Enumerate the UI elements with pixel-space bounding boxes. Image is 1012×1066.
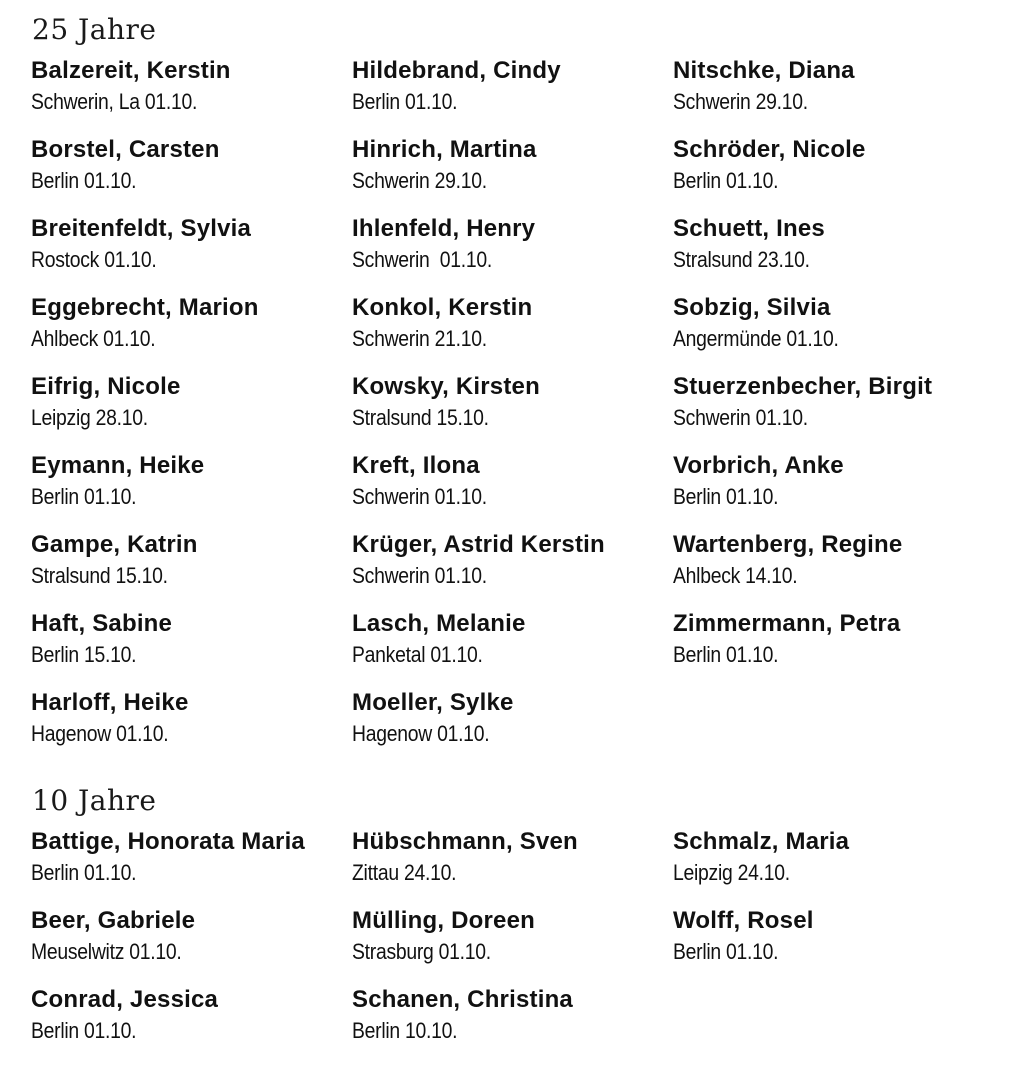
list-item xyxy=(352,372,672,451)
location-date: Berlin 01.10. xyxy=(31,168,137,193)
person-name: Eifrig, Nicole xyxy=(31,373,181,400)
entries-column xyxy=(352,827,672,1064)
person-name: Zimmermann, Petra xyxy=(673,610,901,637)
person-name: Mülling, Doreen xyxy=(352,907,535,934)
person-name: Stuerzenbecher, Birgit xyxy=(673,373,933,400)
person-name: Kreft, Ilona xyxy=(352,452,480,479)
entries-column xyxy=(31,827,351,1064)
person-name: Hildebrand, Cindy xyxy=(352,57,561,84)
person-name: Schröder, Nicole xyxy=(673,136,866,163)
list-item xyxy=(352,906,672,985)
list-item xyxy=(673,451,993,530)
list-item xyxy=(352,214,672,293)
list-item xyxy=(31,827,351,906)
location-date: Berlin 01.10. xyxy=(31,1018,137,1043)
person-name: Nitschke, Diana xyxy=(673,57,855,84)
location-date: Stralsund 15.10. xyxy=(352,405,489,430)
location-date: Hagenow 01.10. xyxy=(31,721,169,746)
location-date: Strasburg 01.10. xyxy=(352,939,491,964)
list-item xyxy=(673,372,993,451)
list-item xyxy=(352,451,672,530)
location-date: Berlin 01.10. xyxy=(673,484,779,509)
list-item xyxy=(673,214,993,293)
person-name: Hübschmann, Sven xyxy=(352,828,578,855)
location-date: Stralsund 15.10. xyxy=(31,563,168,588)
location-date: Berlin 01.10. xyxy=(673,939,779,964)
person-name: Krüger, Astrid Kerstin xyxy=(352,531,605,558)
list-item xyxy=(31,906,351,985)
location-date: Schwerin 01.10. xyxy=(673,405,808,430)
location-date: Hagenow 01.10. xyxy=(352,721,490,746)
person-name: Conrad, Jessica xyxy=(31,986,219,1013)
person-name: Haft, Sabine xyxy=(31,610,173,637)
person-name: Eggebrecht, Marion xyxy=(31,294,259,321)
list-item xyxy=(352,609,672,688)
person-name: Hinrich, Martina xyxy=(352,136,537,163)
person-name: Beer, Gabriele xyxy=(31,907,196,934)
location-date: Schwerin, La 01.10. xyxy=(31,89,198,114)
person-name: Konkol, Kerstin xyxy=(352,294,533,321)
location-date: Berlin 10.10. xyxy=(352,1018,458,1043)
person-name: Moeller, Sylke xyxy=(352,689,514,716)
list-item xyxy=(31,214,351,293)
location-date: Schwerin 01.10. xyxy=(352,247,492,272)
list-item xyxy=(673,56,993,135)
list-item xyxy=(352,688,672,767)
location-date: Meuselwitz 01.10. xyxy=(31,939,182,964)
list-item xyxy=(31,609,351,688)
person-name: Wolff, Rosel xyxy=(673,907,814,934)
list-item xyxy=(352,56,672,135)
location-date: Berlin 01.10. xyxy=(31,860,137,885)
location-date: Schwerin 01.10. xyxy=(352,563,487,588)
list-item xyxy=(673,530,993,609)
person-name: Wartenberg, Regine xyxy=(673,531,903,558)
list-item xyxy=(31,135,351,214)
location-date: Leipzig 28.10. xyxy=(31,405,148,430)
list-item xyxy=(31,451,351,530)
list-item xyxy=(352,135,672,214)
location-date: Stralsund 23.10. xyxy=(673,247,810,272)
person-name: Eymann, Heike xyxy=(31,452,205,479)
location-date: Berlin 01.10. xyxy=(673,168,779,193)
list-item xyxy=(673,906,993,985)
location-date: Ahlbeck 14.10. xyxy=(673,563,798,588)
person-name: Schuett, Ines xyxy=(673,215,825,242)
location-date: Angermünde 01.10. xyxy=(673,326,839,351)
section-heading: 25 Jahre xyxy=(32,13,157,46)
list-item xyxy=(352,530,672,609)
section-heading: 10 Jahre xyxy=(32,784,157,817)
person-name: Vorbrich, Anke xyxy=(673,452,844,479)
list-item xyxy=(673,827,993,906)
person-name: Balzereit, Kerstin xyxy=(31,57,231,84)
location-date: Schwerin 21.10. xyxy=(352,326,487,351)
person-name: Ihlenfeld, Henry xyxy=(352,215,536,242)
list-item xyxy=(31,293,351,372)
person-name: Lasch, Melanie xyxy=(352,610,526,637)
list-item xyxy=(31,688,351,767)
location-date: Berlin 01.10. xyxy=(352,89,458,114)
list-item xyxy=(352,293,672,372)
person-name: Battige, Honorata Maria xyxy=(31,828,305,855)
entries-column xyxy=(673,56,993,688)
list-item xyxy=(352,985,672,1064)
entries-column xyxy=(31,56,351,767)
person-name: Gampe, Katrin xyxy=(31,531,198,558)
entries-column xyxy=(673,827,993,985)
location-date: Ahlbeck 01.10. xyxy=(31,326,156,351)
list-item xyxy=(31,372,351,451)
location-date: Schwerin 29.10. xyxy=(352,168,487,193)
location-date: Leipzig 24.10. xyxy=(673,860,790,885)
person-name: Harloff, Heike xyxy=(31,689,189,716)
list-item xyxy=(352,827,672,906)
location-date: Berlin 15.10. xyxy=(31,642,137,667)
list-item xyxy=(31,56,351,135)
location-date: Rostock 01.10. xyxy=(31,247,157,272)
person-name: Schanen, Christina xyxy=(352,986,573,1013)
person-name: Breitenfeldt, Sylvia xyxy=(31,215,252,242)
location-date: Zittau 24.10. xyxy=(352,860,457,885)
list-item xyxy=(31,530,351,609)
list-item xyxy=(673,293,993,372)
location-date: Schwerin 01.10. xyxy=(352,484,487,509)
list-item xyxy=(673,609,993,688)
person-name: Sobzig, Silvia xyxy=(673,294,831,321)
location-date: Schwerin 29.10. xyxy=(673,89,808,114)
entries-column xyxy=(352,56,672,767)
location-date: Berlin 01.10. xyxy=(673,642,779,667)
person-name: Kowsky, Kirsten xyxy=(352,373,540,400)
person-name: Borstel, Carsten xyxy=(31,136,220,163)
list-item xyxy=(673,135,993,214)
location-date: Panketal 01.10. xyxy=(352,642,483,667)
location-date: Berlin 01.10. xyxy=(31,484,137,509)
list-item xyxy=(31,985,351,1064)
person-name: Schmalz, Maria xyxy=(673,828,850,855)
